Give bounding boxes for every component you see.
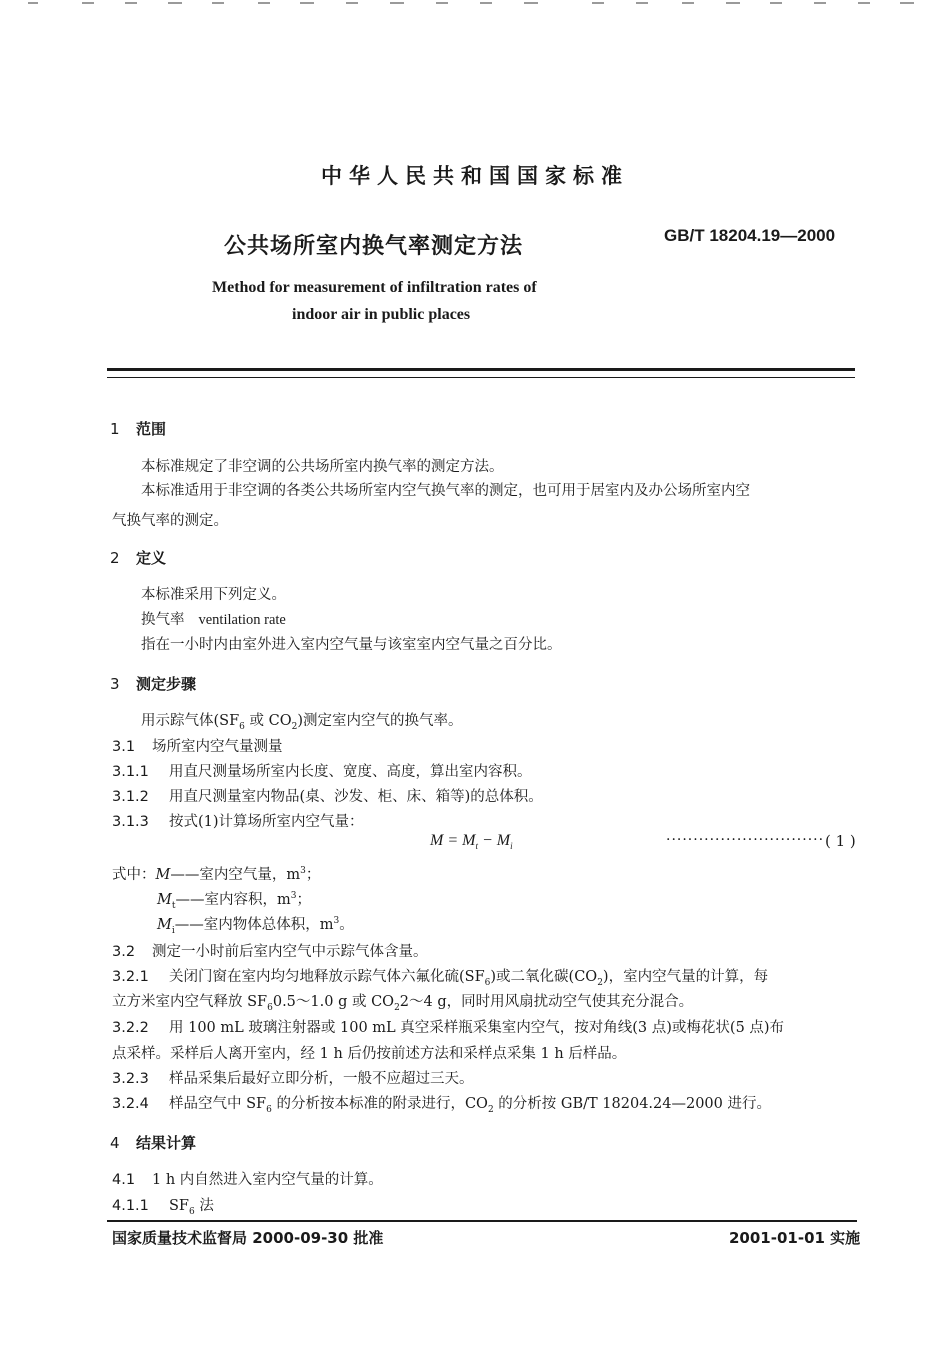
standard-number: GB/T 18204.19—2000 [664,226,836,245]
header-rule-thin [107,377,855,378]
document-title-cn: 公共场所室内换气率测定方法 [224,234,524,259]
approval-line: 国家质量技术监督局 2000-09-30 批准 [112,1229,384,1247]
clause-4-1-1: 4.1.1 $SF_6$ 法 [112,1198,214,1217]
document-title-en-line2: indoor air in public places [292,306,471,323]
clause-3-1-1: 3.1.1 用直尺测量场所室内长度、宽度、高度，算出室内容积。 [112,764,532,780]
clause-3-2-2: 3.2.2 用 100 mL 玻璃注射器或 100 mL 真空采样瓶采集室内空气，按对角线(3 点)或梅花状(5 点)布 [112,1020,785,1036]
national-standard-heading: 中华人民共和国国家标准 [321,164,629,188]
effective-date: 2001-01-01 实施 [729,1229,861,1247]
section-3-intro: 用示踪气体($SF_6$ 或 $CO_2$)测定室内空气的换气率。 [141,713,463,732]
section-1-para-2: 本标准适用于非空调的各类公共场所室内空气换气率的测定，也可用于居室内及办公场所室内空 [141,483,750,499]
where-line-2: $M_t——$室内容积，$m^3$； [157,891,311,911]
clause-3-2: 3.2 测定一小时前后室内空气中示踪气体含量。 [112,944,428,960]
formula-leader-dots: ····························· [666,832,825,848]
clause-3-2-1-cont: 立方米室内空气释放 $SF_60.5\sim 1.0$ g 或 $CO_22\sim 4$ g，同时用风扇扰动空气使其充分混合。 [112,994,694,1013]
section-2-heading: 2 定义 [110,549,167,567]
section-4-heading: 4 结果计算 [110,1134,197,1152]
clause-3-1: 3.1 场所室内空气量测量 [112,739,283,755]
formula-number: ( 1 ) [825,832,856,850]
section-2-para-1: 本标准采用下列定义。 [141,587,286,603]
section-1-para-1: 本标准规定了非空调的公共场所室内换气率的测定方法。 [141,459,504,475]
header-rule-thick [107,368,855,371]
scan-edge-marks [0,0,950,8]
section-1-para-2-cont: 气换气率的测定。 [112,513,228,529]
clause-4-1: 4.1 1 h 内自然进入室内空气量的计算。 [112,1172,383,1188]
document-title-en-line1: Method for measurement of infiltration rates of [212,279,537,296]
where-line-3: $M_i——$室内物体总体积，$m^3$。 [157,916,354,936]
clause-3-2-4: 3.2.4 样品空气中 $SF_6$ 的分析按本标准的附录进行，$CO_2$ 的分析按 GB/T 18204.24—2000 进行。 [112,1096,771,1115]
formula-1: $M = M_t - M_i$ [430,832,513,852]
term-definition: 指在一小时内由室外进入室内空气量与该室室内空气量之百分比。 [141,637,562,653]
clause-3-2-1: 3.2.1 关闭门窗在室内均匀地释放示踪气体六氟化硫$(SF_6)$或二氧化碳$(CO_2)$，室内空气量的计算，每 [112,969,769,988]
clause-3-2-3: 3.2.3 样品采集后最好立即分析，一般不应超过三天。 [112,1071,474,1087]
footer-rule [107,1220,857,1222]
clause-3-1-2: 3.1.2 用直尺测量室内物品(桌、沙发、柜、床、箱等)的总体积。 [112,789,543,805]
where-line-1: 式中：M——室内空气量，$m^3$； [112,866,321,883]
term-ventilation-rate: 换气率 ventilation rate [141,612,286,628]
clause-3-2-2-cont: 点采样。采样后人离开室内，经 1 h 后仍按前述方法和采样点采集 1 h 后样品。 [112,1046,627,1062]
clause-3-1-3: 3.1.3 按式(1)计算场所室内空气量： [112,814,364,830]
section-3-heading: 3 测定步骤 [110,675,197,693]
section-1-heading: 1 范围 [110,420,167,438]
